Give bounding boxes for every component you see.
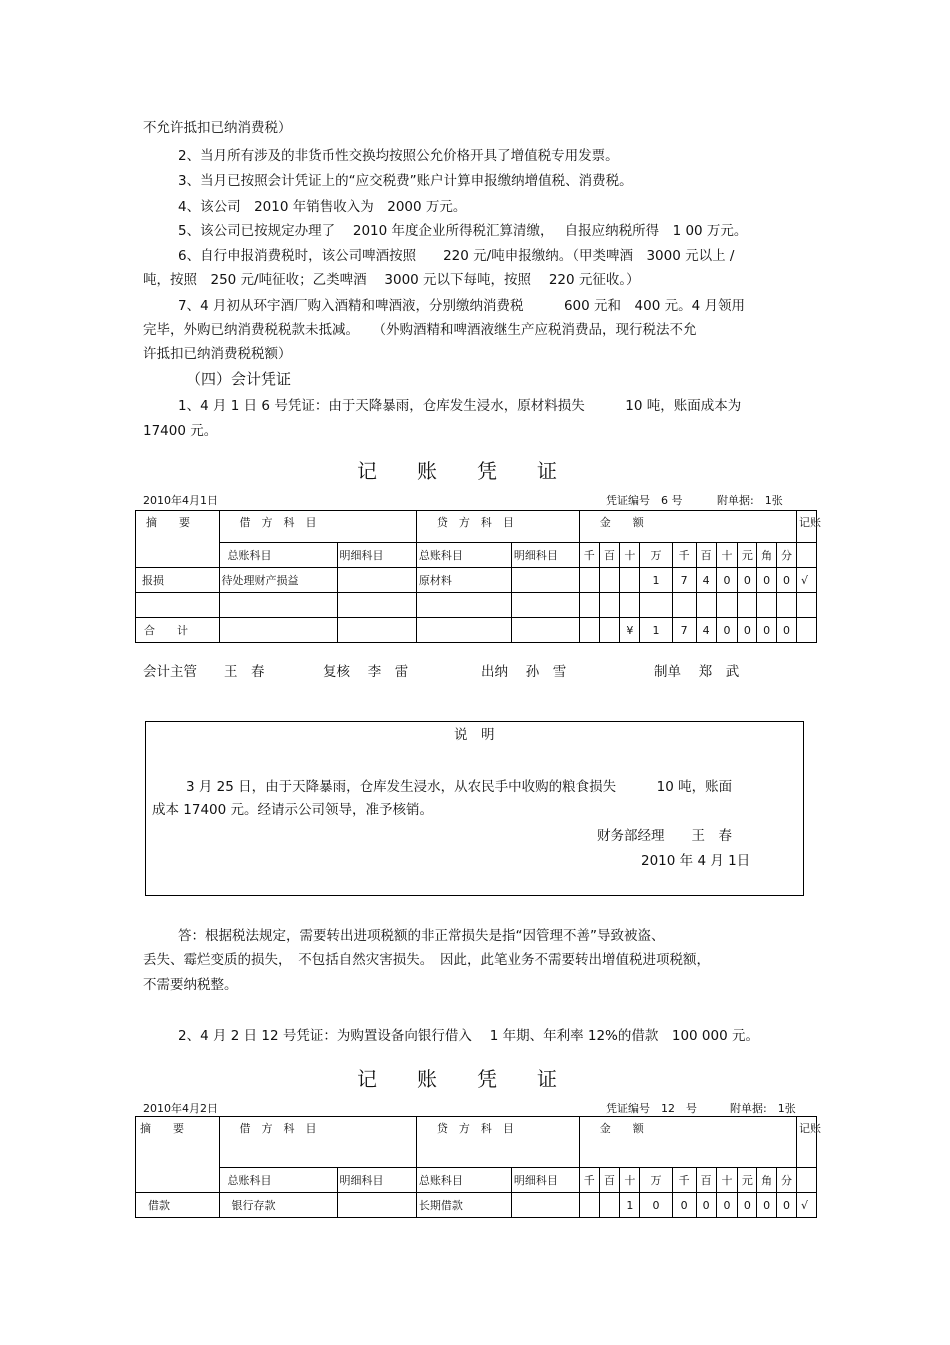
detail-account-header: 明细科目 [337,1168,416,1193]
paragraph-line: 3、当月已按照会计凭证上的“应交税费”账户计算申报缴纳增值税、消费税。 [178,173,633,189]
signature-cashier: 出纳 孙 雪 [481,664,567,680]
paragraph-line: 17400 元。 [143,423,218,439]
total-digit: 1 [640,618,672,643]
detail-account-header: 明细科目 [511,1168,579,1193]
debit-header: 借 方 科 目 [219,1117,416,1168]
digit-header: 元 [738,543,757,568]
voucher-table [135,1116,822,1218]
detail-account-header: 明细科目 [511,543,579,568]
digit-header: 千 [672,1168,696,1193]
paragraph-line: 5、该公司已按规定办理了 2010 年度企业所得税汇算清缴， 自报应纳税所得 1 00 万元。 [178,223,748,239]
amount-digit: 0 [777,1193,797,1218]
answer-line: 答：根据税法规定，需要转出进项税额的非正常损失是指“因管理不善”导致被盗、 [178,928,665,944]
digit-header: 角 [757,543,777,568]
row-debit-account: 待处理财产损益 [219,568,337,593]
explanation-title: 说 明 [454,727,495,743]
row-summary: 报损 [136,568,220,593]
section-heading: （四）会计凭证 [186,370,292,388]
posted-header: 记账 [797,1117,817,1168]
digit-header: 十 [620,1168,640,1193]
digit-header: 千 [579,543,599,568]
amount-header: 金 额 [579,511,796,543]
amount-digit: 0 [757,1193,777,1218]
voucher-title: 记 账 凭 证 [357,459,557,483]
amount-digit: 1 [640,568,672,593]
digit-header: 十 [716,1168,738,1193]
table-row [136,1193,817,1218]
amount-digit [599,568,620,593]
table-row [136,593,817,618]
amount-digit: 0 [696,1193,716,1218]
summary-header: 摘 要 [136,1117,220,1193]
paragraph-line: 吨，按照 250 元/吨征收；乙类啤酒 3000 元以下每吨，按照 220 元征收。） [143,272,640,288]
digit-header: 百 [599,543,620,568]
debit-header: 借 方 科 目 [219,511,416,543]
digit-header: 万 [640,1168,672,1193]
total-row [136,618,817,643]
total-label: 合 计 [136,618,220,643]
paragraph-line: 6、自行申报消费税时，该公司啤酒按照 220 元/吨申报缴纳。（甲类啤酒 3000 元以上 / [178,248,735,264]
row-summary: 借款 [136,1193,220,1218]
explanation-line: 成本 17400 元。经请示公司领导，准予核销。 [152,802,434,818]
amount-digit: 7 [672,568,696,593]
voucher-date: 2010年4月2日 [143,1102,218,1115]
general-account-header: 总账科目 [416,1168,511,1193]
general-account-header: 总账科目 [416,543,511,568]
explanation-line: 3 月 25 日，由于天降暴雨，仓库发生浸水，从农民手中收购的粮食损失 10 吨，账面 [186,779,733,795]
total-digit: 0 [777,618,797,643]
paragraph-line: 2、当月所有涉及的非货币性交换均按照公允价格开具了增值税专用发票。 [178,148,619,164]
amount-digit [579,1193,599,1218]
amount-digit: 0 [672,1193,696,1218]
row-credit-account: 长期借款 [416,1193,511,1218]
paragraph-line: 4、该公司 2010 年销售收入为 2000 万元。 [178,199,467,215]
amount-digit: 0 [640,1193,672,1218]
signature-preparer: 制单 郑 武 [654,664,740,680]
total-digit [579,618,599,643]
amount-header: 金 额 [579,1117,796,1168]
voucher-table [135,510,822,643]
posted-header: 记账 [797,511,817,543]
voucher-attachments: 附单据: 1张 [717,494,783,507]
digit-header: 百 [696,543,716,568]
answer-line: 不需要纳税整。 [143,977,238,993]
summary-header: 摘 要 [136,511,220,568]
table-row [136,568,817,593]
digit-header: 十 [620,543,640,568]
general-account-header: 总账科目 [219,1168,337,1193]
total-digit: 0 [757,618,777,643]
amount-digit: 0 [757,568,777,593]
digit-header: 万 [640,543,672,568]
digit-header: 千 [672,543,696,568]
total-digit [599,618,620,643]
amount-digit: 0 [716,1193,738,1218]
total-digit: 7 [672,618,696,643]
posted-check: √ [797,1193,817,1218]
total-digit: ¥ [620,618,640,643]
paragraph-line: 2、4 月 2 日 12 号凭证：为购置设备向银行借入 1 年期、年利率 12%的借款 100 000 元。 [178,1028,759,1044]
answer-line: 丢失、霉烂变质的损失， 不包括自然灾害损失。 因此，此笔业务不需要转出增值税进项税额， [143,952,710,968]
amount-digit: 0 [738,568,757,593]
amount-digit: 0 [738,1193,757,1218]
credit-header: 贷 方 科 目 [416,1117,579,1168]
amount-digit: 0 [716,568,738,593]
paragraph-line: 不允许抵扣已纳消费税） [143,120,292,136]
paragraph-line: 许抵扣已纳消费税税额） [143,346,292,362]
amount-digit [579,568,599,593]
signature-reviewer: 复核 李 雷 [323,664,409,680]
amount-digit: 4 [696,568,716,593]
amount-digit [620,568,640,593]
amount-digit [599,1193,620,1218]
explanation-signer: 财务部经理 王 春 [597,828,732,844]
voucher-number: 凭证编号 12 号 [606,1102,697,1115]
digit-header: 千 [579,1168,599,1193]
credit-header: 贷 方 科 目 [416,511,579,543]
total-digit: 0 [738,618,757,643]
digit-header: 百 [696,1168,716,1193]
total-digit: 0 [716,618,738,643]
row-credit-account: 原材料 [416,568,511,593]
amount-digit: 0 [777,568,797,593]
digit-header: 角 [757,1168,777,1193]
digit-header: 分 [777,1168,797,1193]
general-account-header: 总账科目 [219,543,337,568]
posted-check: √ [797,568,817,593]
signature-supervisor: 会计主管 王 春 [143,664,265,680]
digit-header: 十 [716,543,738,568]
digit-header: 元 [738,1168,757,1193]
total-digit: 4 [696,618,716,643]
voucher-title: 记 账 凭 证 [357,1067,557,1091]
amount-digit: 1 [620,1193,640,1218]
voucher-attachments: 附单据: 1张 [730,1102,796,1115]
row-debit-account: 银行存款 [219,1193,337,1218]
voucher-date: 2010年4月1日 [143,494,218,507]
paragraph-line: 1、4 月 1 日 6 号凭证：由于天降暴雨，仓库发生浸水，原材料损失 10 吨，账面成本为 [178,398,742,414]
voucher-number: 凭证编号 6 号 [606,494,683,507]
detail-account-header: 明细科目 [337,543,416,568]
paragraph-line: 完毕，外购已纳消费税税款未抵减。 （外购酒精和啤酒液继生产应税消费品，现行税法不允 [143,322,697,338]
explanation-date: 2010 年 4 月 1日 [641,853,751,869]
digit-header: 分 [777,543,797,568]
digit-header: 百 [599,1168,620,1193]
paragraph-line: 7、4 月初从环宇酒厂购入酒精和啤酒液，分别缴纳消费税 600 元和 400 元。4 月领用 [178,298,745,314]
